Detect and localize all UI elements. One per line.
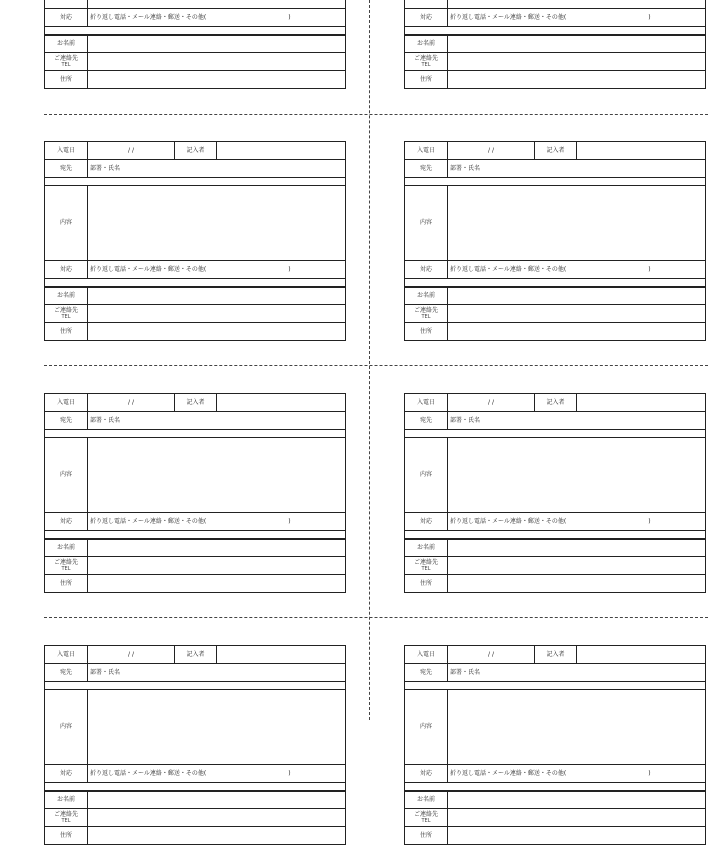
content-field[interactable] (88, 690, 346, 765)
contact-field[interactable] (448, 809, 706, 827)
response-close-paren: ) (648, 769, 651, 777)
name-field[interactable] (448, 35, 706, 53)
contact-label-text: ご連絡先 (53, 810, 78, 818)
recorder-field[interactable] (577, 142, 706, 160)
content-field[interactable] (448, 0, 706, 9)
response-options-text: 折り返し電話・メール連絡・郵送・その他( (90, 13, 207, 21)
spacer-row (45, 783, 346, 791)
memo-top-table (404, 645, 706, 845)
contact-row (45, 53, 346, 71)
content-row (405, 0, 706, 9)
contact-label (405, 557, 448, 575)
content-row (45, 0, 346, 9)
contact-label-text: ご連絡先 (413, 306, 438, 314)
address-field[interactable] (448, 575, 706, 593)
response-label: 対応 (405, 261, 448, 279)
contact-label-text: ご連絡先 (413, 558, 438, 566)
response-options-text: 折り返し電話・メール連絡・郵送・その他( (450, 13, 567, 21)
name-field[interactable] (448, 287, 706, 305)
response-row (45, 513, 346, 531)
tel-label: TEL (421, 817, 431, 824)
spacer-row (45, 178, 346, 186)
contact-label (405, 305, 448, 323)
content-row (405, 438, 706, 513)
contact-label (45, 809, 88, 827)
content-field[interactable] (88, 438, 346, 513)
name-label: お名前 (45, 539, 88, 557)
contact-row (405, 305, 706, 323)
horizontal-cut-line-3 (44, 617, 708, 618)
response-options[interactable] (88, 513, 346, 531)
recorder-field[interactable] (217, 142, 346, 160)
addressee-label: 宛先 (405, 664, 448, 682)
content-label: 内容 (45, 690, 88, 765)
content-label: 内容 (405, 438, 448, 513)
response-close-paren: ) (288, 517, 291, 525)
spacer-row (405, 682, 706, 690)
response-label: 対応 (45, 765, 88, 783)
response-label: 対応 (405, 513, 448, 531)
name-row (405, 539, 706, 557)
horizontal-cut-line-1 (44, 114, 708, 115)
tel-label: TEL (421, 61, 431, 68)
content-row (405, 186, 706, 261)
spacer (405, 430, 706, 438)
address-label: 住所 (45, 827, 88, 845)
call-date-row (45, 646, 346, 664)
horizontal-cut-line-2 (44, 365, 708, 366)
phone-memo-form (404, 141, 706, 341)
contact-label-text: ご連絡先 (53, 54, 78, 62)
address-field[interactable] (448, 827, 706, 845)
contact-field[interactable] (448, 53, 706, 71)
name-label: お名前 (405, 539, 448, 557)
response-close-paren: ) (288, 769, 291, 777)
call-date-label: 入電日 (405, 394, 448, 412)
addressee-field[interactable]: 部署・氏名 (88, 160, 346, 178)
spacer (405, 682, 706, 690)
address-label: 住所 (45, 71, 88, 89)
contact-field[interactable] (88, 305, 346, 323)
name-field[interactable] (88, 287, 346, 305)
addressee-label: 宛先 (405, 412, 448, 430)
contact-label-text: ご連絡先 (53, 306, 78, 314)
spacer (405, 783, 706, 791)
addressee-field[interactable]: 部署・氏名 (448, 664, 706, 682)
name-label: お名前 (405, 287, 448, 305)
contact-label (405, 809, 448, 827)
tel-label: TEL (61, 565, 71, 572)
spacer-row (405, 430, 706, 438)
response-options-text: 折り返し電話・メール連絡・郵送・その他( (90, 769, 207, 777)
recorder-field[interactable] (577, 394, 706, 412)
name-field[interactable] (448, 791, 706, 809)
content-label: 内容 (405, 690, 448, 765)
content-row (405, 690, 706, 765)
contact-field[interactable] (88, 53, 346, 71)
phone-memo-form (44, 645, 346, 845)
addressee-label: 宛先 (405, 160, 448, 178)
address-field[interactable] (88, 71, 346, 89)
phone-memo-form (404, 393, 706, 593)
call-date-row (45, 142, 346, 160)
name-row (45, 35, 346, 53)
response-options[interactable] (448, 9, 706, 27)
call-date-row (405, 646, 706, 664)
spacer-row (405, 531, 706, 539)
name-row (45, 791, 346, 809)
call-date-field[interactable]: / / (88, 142, 175, 160)
name-row (45, 539, 346, 557)
spacer (45, 531, 346, 539)
address-row (45, 71, 346, 89)
address-field[interactable] (448, 71, 706, 89)
response-options[interactable] (448, 261, 706, 279)
memo-top-table (44, 645, 346, 845)
address-field[interactable] (448, 323, 706, 341)
address-row (405, 71, 706, 89)
memo-top-table (404, 141, 706, 341)
address-row (45, 323, 346, 341)
response-row (405, 9, 706, 27)
spacer (405, 27, 706, 35)
addressee-label: 宛先 (45, 664, 88, 682)
content-row (45, 438, 346, 513)
phone-memo-form (404, 645, 706, 845)
addressee-field[interactable]: 部署・氏名 (88, 664, 346, 682)
address-row (45, 827, 346, 845)
contact-label-text: ご連絡先 (413, 810, 438, 818)
content-field[interactable] (448, 690, 706, 765)
tel-label: TEL (61, 817, 71, 824)
addressee-label: 宛先 (45, 412, 88, 430)
call-date-row (405, 142, 706, 160)
addressee-field[interactable]: 部署・氏名 (448, 412, 706, 430)
name-field[interactable] (88, 539, 346, 557)
spacer (405, 531, 706, 539)
memo-top-table (44, 393, 346, 593)
address-label: 住所 (45, 575, 88, 593)
response-row (45, 261, 346, 279)
address-field[interactable] (88, 323, 346, 341)
name-field[interactable] (88, 791, 346, 809)
name-label: お名前 (45, 287, 88, 305)
contact-row (45, 305, 346, 323)
recorder-label: 記入者 (535, 394, 577, 412)
memo-top-table (44, 141, 346, 341)
response-options-text: 折り返し電話・メール連絡・郵送・その他( (90, 265, 207, 273)
contact-field[interactable] (448, 557, 706, 575)
address-label: 住所 (45, 323, 88, 341)
call-date-label: 入電日 (405, 142, 448, 160)
name-field[interactable] (88, 35, 346, 53)
recorder-field[interactable] (217, 646, 346, 664)
tel-label: TEL (421, 313, 431, 320)
spacer-row (405, 279, 706, 287)
spacer-row (405, 178, 706, 186)
phone-memo-form (44, 393, 346, 593)
address-row (405, 323, 706, 341)
recorder-label: 記入者 (535, 646, 577, 664)
response-options[interactable] (88, 765, 346, 783)
call-date-row (45, 394, 346, 412)
recorder-label: 記入者 (175, 142, 217, 160)
addressee-row (405, 160, 706, 178)
name-label: お名前 (45, 791, 88, 809)
response-options-text: 折り返し電話・メール連絡・郵送・その他( (450, 769, 567, 777)
contact-label (45, 53, 88, 71)
response-row (405, 261, 706, 279)
response-close-paren: ) (648, 13, 651, 21)
contact-row (45, 557, 346, 575)
contact-label (45, 305, 88, 323)
addressee-label: 宛先 (45, 160, 88, 178)
response-label: 対応 (45, 513, 88, 531)
response-row (405, 513, 706, 531)
response-options-text: 折り返し電話・メール連絡・郵送・その他( (90, 517, 207, 525)
response-row (405, 765, 706, 783)
spacer (405, 279, 706, 287)
address-label: 住所 (405, 323, 448, 341)
response-row (45, 765, 346, 783)
content-label (45, 0, 88, 9)
call-date-field[interactable]: / / (448, 142, 535, 160)
name-row (405, 791, 706, 809)
call-date-field[interactable]: / / (448, 646, 535, 664)
phone-memo-form (404, 0, 706, 89)
content-field[interactable] (88, 186, 346, 261)
address-field[interactable] (88, 575, 346, 593)
response-label: 対応 (405, 765, 448, 783)
address-row (405, 827, 706, 845)
content-field[interactable] (448, 438, 706, 513)
contact-label-text: ご連絡先 (53, 558, 78, 566)
contact-row (405, 557, 706, 575)
memo-top-table (44, 0, 346, 89)
content-field[interactable] (88, 0, 346, 9)
call-date-label: 入電日 (45, 142, 88, 160)
memo-top-table (404, 0, 706, 89)
call-date-field[interactable]: / / (88, 394, 175, 412)
response-options-text: 折り返し電話・メール連絡・郵送・その他( (450, 517, 567, 525)
call-date-row (405, 394, 706, 412)
addressee-row (45, 664, 346, 682)
spacer-row (405, 27, 706, 35)
spacer-row (45, 279, 346, 287)
spacer-row (45, 682, 346, 690)
recorder-label: 記入者 (535, 142, 577, 160)
tel-label: TEL (61, 313, 71, 320)
memo-top-table (404, 393, 706, 593)
spacer-row (45, 531, 346, 539)
content-label (405, 0, 448, 9)
addressee-row (45, 412, 346, 430)
spacer (45, 279, 346, 287)
addressee-row (405, 664, 706, 682)
response-options-text: 折り返し電話・メール連絡・郵送・その他( (450, 265, 567, 273)
response-close-paren: ) (288, 265, 291, 273)
spacer (405, 178, 706, 186)
address-label: 住所 (405, 575, 448, 593)
spacer (45, 178, 346, 186)
spacer-row (45, 27, 346, 35)
content-label: 内容 (405, 186, 448, 261)
content-label: 内容 (45, 186, 88, 261)
recorder-label: 記入者 (175, 394, 217, 412)
response-close-paren: ) (288, 13, 291, 21)
name-label: お名前 (405, 791, 448, 809)
name-row (45, 287, 346, 305)
name-row (405, 287, 706, 305)
response-row (45, 9, 346, 27)
response-label: 対応 (45, 261, 88, 279)
spacer (45, 27, 346, 35)
contact-row (45, 809, 346, 827)
response-close-paren: ) (648, 265, 651, 273)
addressee-row (405, 412, 706, 430)
name-label: お名前 (405, 35, 448, 53)
address-label: 住所 (405, 71, 448, 89)
response-options[interactable] (88, 9, 346, 27)
vertical-cut-line (369, 0, 370, 720)
response-close-paren: ) (648, 517, 651, 525)
contact-label (45, 557, 88, 575)
address-field[interactable] (88, 827, 346, 845)
spacer-row (45, 430, 346, 438)
spacer (45, 783, 346, 791)
call-date-label: 入電日 (405, 646, 448, 664)
contact-row (405, 53, 706, 71)
tel-label: TEL (421, 565, 431, 572)
phone-memo-form (44, 141, 346, 341)
content-field[interactable] (448, 186, 706, 261)
recorder-field[interactable] (577, 646, 706, 664)
call-date-label: 入電日 (45, 646, 88, 664)
name-row (405, 35, 706, 53)
addressee-row (45, 160, 346, 178)
address-label: 住所 (405, 827, 448, 845)
response-label: 対応 (405, 9, 448, 27)
phone-memo-form (44, 0, 346, 89)
content-row (45, 186, 346, 261)
spacer (45, 430, 346, 438)
spacer-row (405, 783, 706, 791)
spacer (45, 682, 346, 690)
contact-label (405, 53, 448, 71)
contact-row (405, 809, 706, 827)
contact-field[interactable] (88, 557, 346, 575)
content-row (45, 690, 346, 765)
content-label: 内容 (45, 438, 88, 513)
contact-field[interactable] (448, 305, 706, 323)
recorder-field[interactable] (217, 394, 346, 412)
name-label: お名前 (45, 35, 88, 53)
address-row (405, 575, 706, 593)
contact-field[interactable] (88, 809, 346, 827)
name-field[interactable] (448, 539, 706, 557)
addressee-field[interactable]: 部署・氏名 (88, 412, 346, 430)
call-date-label: 入電日 (45, 394, 88, 412)
response-options[interactable] (448, 765, 706, 783)
contact-label-text: ご連絡先 (413, 54, 438, 62)
response-options[interactable] (448, 513, 706, 531)
response-label: 対応 (45, 9, 88, 27)
response-options[interactable] (88, 261, 346, 279)
call-date-field[interactable]: / / (88, 646, 175, 664)
call-date-field[interactable]: / / (448, 394, 535, 412)
tel-label: TEL (61, 61, 71, 68)
recorder-label: 記入者 (175, 646, 217, 664)
address-row (45, 575, 346, 593)
addressee-field[interactable]: 部署・氏名 (448, 160, 706, 178)
